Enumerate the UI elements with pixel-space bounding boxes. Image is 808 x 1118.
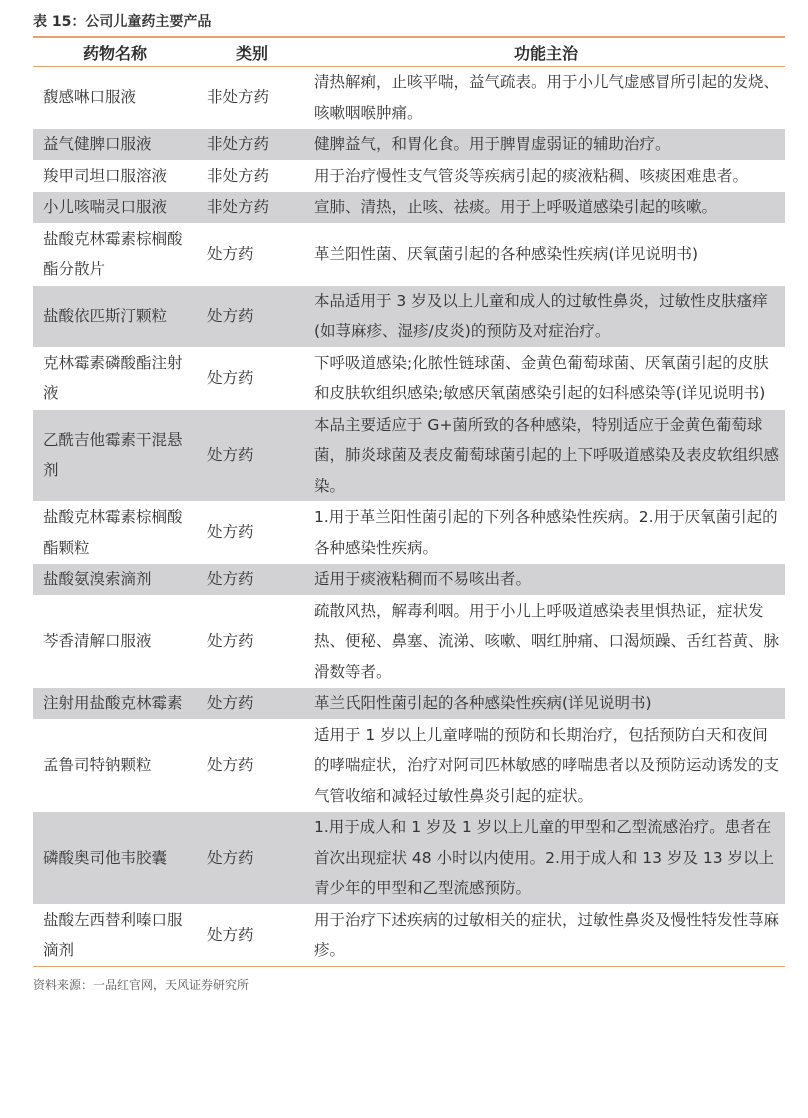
table-row	[33, 688, 785, 720]
drug-name-cell: 馥感啉口服液	[33, 67, 197, 129]
drug-name-cell: 盐酸克林霉素棕榈酸酯颗粒	[33, 502, 197, 564]
table-row	[33, 812, 785, 905]
table-row	[33, 904, 785, 966]
table-row	[33, 347, 785, 409]
product-table	[33, 38, 785, 967]
category-cell: 处方药	[197, 564, 307, 596]
drug-name-cell: 克林霉素磷酸酯注射液	[33, 347, 197, 409]
header-category: 类别	[197, 38, 307, 67]
drug-name-cell: 盐酸氨溴索滴剂	[33, 564, 197, 596]
table-row	[33, 409, 785, 502]
table-row	[33, 67, 785, 129]
category-cell: 处方药	[197, 502, 307, 564]
indication-cell: 本品适用于 3 岁及以上儿童和成人的过敏性鼻炎，过敏性皮肤瘙痒(如荨麻疹、湿疹/皮炎)的预防及对症治疗。	[307, 285, 785, 347]
header-indications: 功能主治	[307, 38, 785, 67]
table-body	[33, 67, 785, 967]
table-row	[33, 502, 785, 564]
table-header-row	[33, 38, 785, 67]
indication-cell: 1.用于革兰阳性菌引起的下列各种感染性疾病。2.用于厌氧菌引起的各种感染性疾病。	[307, 502, 785, 564]
table-row	[33, 564, 785, 596]
drug-name-cell: 注射用盐酸克林霉素	[33, 688, 197, 720]
table-title: 表 15：公司儿童药主要产品	[33, 8, 785, 38]
indication-cell: 本品主要适应于 G+菌所致的各种感染，特别适应于金黄色葡萄球菌，肺炎球菌及表皮葡萄球菌引起的上下呼吸道感染及表皮软组织感染。	[307, 409, 785, 502]
category-cell: 非处方药	[197, 129, 307, 161]
indication-cell: 用于治疗慢性支气管炎等疾病引起的痰液粘稠、咳痰困难患者。	[307, 160, 785, 192]
category-cell: 非处方药	[197, 192, 307, 224]
drug-name-cell: 盐酸依匹斯汀颗粒	[33, 285, 197, 347]
table-row	[33, 192, 785, 224]
table-row	[33, 129, 785, 161]
drug-name-cell: 芩香清解口服液	[33, 595, 197, 688]
category-cell: 处方药	[197, 812, 307, 905]
indication-cell: 用于治疗下述疾病的过敏相关的症状，过敏性鼻炎及慢性特发性荨麻疹。	[307, 904, 785, 966]
source-note: 资料来源：一品红官网，天风证券研究所	[33, 977, 250, 992]
category-cell: 处方药	[197, 688, 307, 720]
indication-cell: 革兰氏阳性菌引起的各种感染性疾病(详见说明书)	[307, 688, 785, 720]
drug-name-cell: 孟鲁司特钠颗粒	[33, 719, 197, 812]
category-cell: 处方药	[197, 595, 307, 688]
table-row	[33, 285, 785, 347]
drug-name-cell: 羧甲司坦口服溶液	[33, 160, 197, 192]
header-drug-name: 药物名称	[33, 38, 197, 67]
category-cell: 处方药	[197, 904, 307, 966]
category-cell: 非处方药	[197, 160, 307, 192]
indication-cell: 1.用于成人和 1 岁及 1 岁以上儿童的甲型和乙型流感治疗。患者在首次出现症状 48 小时以内使用。2.用于成人和 13 岁及 13 岁以上青少年的甲型和乙型流感预防。	[307, 812, 785, 905]
drug-name-cell: 磷酸奥司他韦胶囊	[33, 812, 197, 905]
table-row	[33, 160, 785, 192]
drug-name-cell: 乙酰吉他霉素干混悬剂	[33, 409, 197, 502]
indication-cell: 宣肺、清热，止咳、祛痰。用于上呼吸道感染引起的咳嗽。	[307, 192, 785, 224]
drug-name-cell: 盐酸克林霉素棕榈酸酯分散片	[33, 223, 197, 285]
table-row	[33, 223, 785, 285]
category-cell: 处方药	[197, 223, 307, 285]
indication-cell: 清热解痢，止咳平喘，益气疏表。用于小儿气虚感冒所引起的发烧、咳嗽咽喉肿痛。	[307, 67, 785, 129]
indication-cell: 疏散风热，解毒利咽。用于小儿上呼吸道感染表里惧热证，症状发热、便秘、鼻塞、流涕、咳嗽、咽红肿痛、口渴烦躁、舌红苔黄、脉滑数等者。	[307, 595, 785, 688]
category-cell: 处方药	[197, 719, 307, 812]
indication-cell: 适用于痰液粘稠而不易咳出者。	[307, 564, 785, 596]
indication-cell: 下呼吸道感染;化脓性链球菌、金黄色葡萄球菌、厌氧菌引起的皮肤和皮肤软组织感染;敏感厌氧菌感染引起的妇科感染等(详见说明书)	[307, 347, 785, 409]
category-cell: 非处方药	[197, 67, 307, 129]
drug-name-cell: 益气健脾口服液	[33, 129, 197, 161]
drug-name-cell: 小儿咳喘灵口服液	[33, 192, 197, 224]
indication-cell: 适用于 1 岁以上儿童哮喘的预防和长期治疗，包括预防白天和夜间的哮喘症状，治疗对阿司匹林敏感的哮喘患者以及预防运动诱发的支气管收缩和减轻过敏性鼻炎引起的症状。	[307, 719, 785, 812]
category-cell: 处方药	[197, 409, 307, 502]
indication-cell: 革兰阳性菌、厌氧菌引起的各种感染性疾病(详见说明书)	[307, 223, 785, 285]
table-row	[33, 719, 785, 812]
report-table-container	[33, 8, 785, 993]
category-cell: 处方药	[197, 285, 307, 347]
drug-name-cell: 盐酸左西替利嗪口服滴剂	[33, 904, 197, 966]
category-cell: 处方药	[197, 347, 307, 409]
table-row	[33, 595, 785, 688]
indication-cell: 健脾益气，和胃化食。用于脾胃虚弱证的辅助治疗。	[307, 129, 785, 161]
